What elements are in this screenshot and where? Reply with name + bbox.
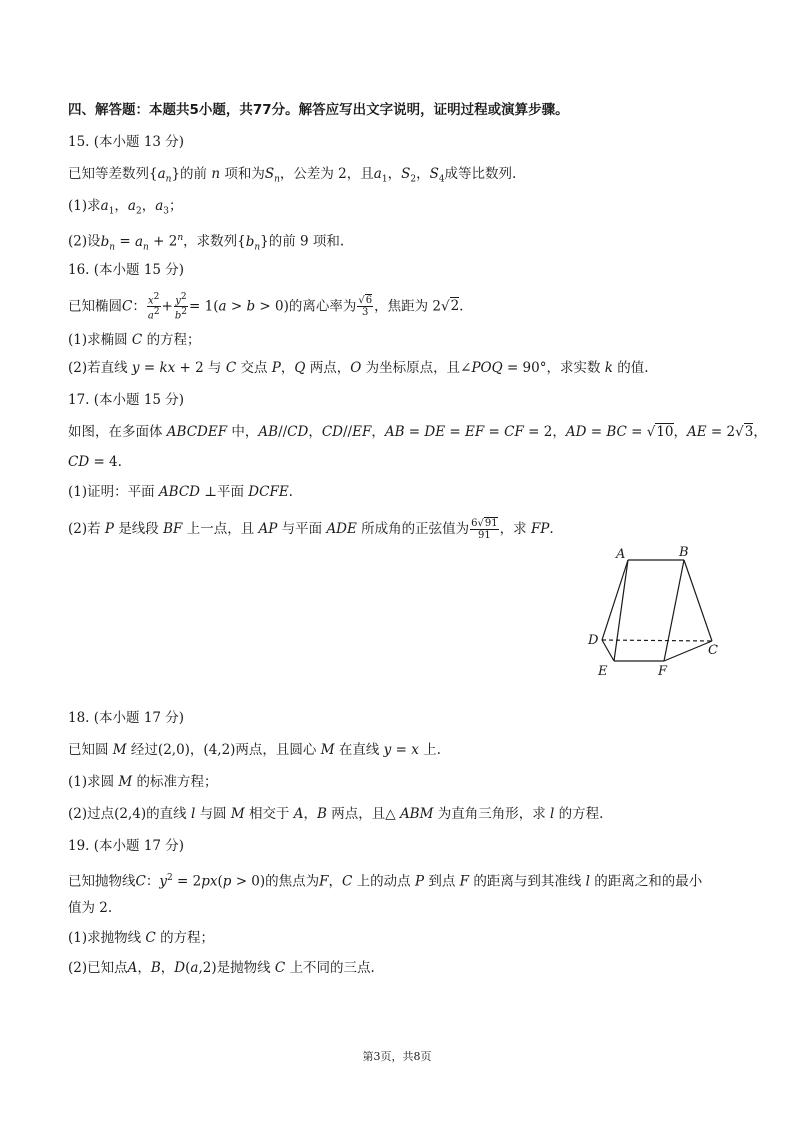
- q19-stem-cont: 值为 2.: [68, 900, 113, 916]
- q17-stem-cont: CD = 4.: [68, 454, 122, 470]
- q17-stem: 如图，在多面体 ABCDEF 中，AB//CD，CD//EF，AB = DE = EF = CF = 2，AD = BC = √10，AE = 2√3，: [68, 424, 767, 440]
- q16-stem: 已知椭圆C： $\frac{x^2}{a^2}$ + $\frac{y^2}{b^2}$ = 1(a > b > 0)的离心率为 $\frac{√6}{3}$ ，焦距为 2√2.: [68, 292, 464, 322]
- edge-bf: [664, 560, 684, 661]
- edge-de: [602, 640, 614, 661]
- vertex-label-c: C: [708, 643, 718, 658]
- vertex-label-b: B: [679, 545, 689, 560]
- q19-stem: 已知抛物线C：$y^2 = 2px(p > 0)$的焦点为F，C 上的动点 P 到点 F 的距离与到其准线 l 的距离之和的最小: [68, 873, 703, 890]
- q18-heading: 18. (本小题 17 分): [68, 710, 185, 726]
- q18-part2: (2)过点(2,4)的直线 l 与圆 M 相交于 A，B 两点，且△ ABM 为直角三角形，求 l 的方程.: [68, 806, 604, 822]
- q17-heading: 17. (本小题 15 分): [68, 392, 185, 408]
- q15-heading: 15. (本小题 13 分): [68, 134, 185, 150]
- q17-part2: (2)若 P 是线段 BF 上一点，且 AP 与平面 ADE 所成角的正弦值为 $\frac{6√91}{91}$ ，求 FP.: [68, 518, 554, 541]
- edge-fc: [664, 641, 712, 661]
- vertex-label-d: D: [588, 633, 599, 648]
- edge-bc: [684, 560, 712, 641]
- edge-ad: [602, 560, 628, 640]
- q15-part2: (2)设$b_n = a_n + 2^n$，求数列$\{b_n\}$的前 9 项和.: [68, 233, 345, 253]
- section-heading: 四、解答题：本题共5小题，共77分。解答应写出文字说明，证明过程或演算步骤。: [68, 102, 569, 118]
- q19-part1: (1)求抛物线 C 的方程；: [68, 930, 215, 946]
- edge-ae: [614, 560, 628, 661]
- q16-heading: 16. (本小题 15 分): [68, 262, 185, 278]
- q18-part1: (1)求圆 M 的标准方程；: [68, 774, 218, 790]
- q15-stem: 已知等差数列$\{a_n\}$的前 n 项和为$S_n$，公差为 2，且$a_1$，$S_2$，$S_4$成等比数列.: [68, 166, 517, 185]
- vertex-label-f: F: [658, 664, 668, 679]
- q17-part1: (1)证明：平面 ABCD ⊥平面 DCFE.: [68, 484, 293, 500]
- q19-heading: 19. (本小题 17 分): [68, 838, 185, 854]
- vertex-label-e: E: [598, 664, 608, 679]
- q19-part2: (2)已知点A，B，D(a,2)是抛物线 C 上不同的三点.: [68, 960, 375, 976]
- q16-part1: (1)求椭圆 C 的方程；: [68, 332, 201, 348]
- q18-stem: 已知圆 M 经过(2,0)，(4,2)两点，且圆心 M 在直线 y = x 上.: [68, 742, 441, 758]
- vertex-label-a: A: [616, 547, 626, 562]
- edge-dc-hidden: [602, 640, 712, 641]
- q15-part1: (1)求$a_1$，$a_2$，$a_3$；: [68, 198, 183, 217]
- q16-part2: (2)若直线 y = kx + 2 与 C 交点 P，Q 两点，O 为坐标原点，且∠POQ = 90°，求实数 k 的值.: [68, 360, 649, 376]
- polyhedron-figure: [578, 540, 728, 680]
- page-footer: 第3页，共8页: [362, 1050, 432, 1063]
